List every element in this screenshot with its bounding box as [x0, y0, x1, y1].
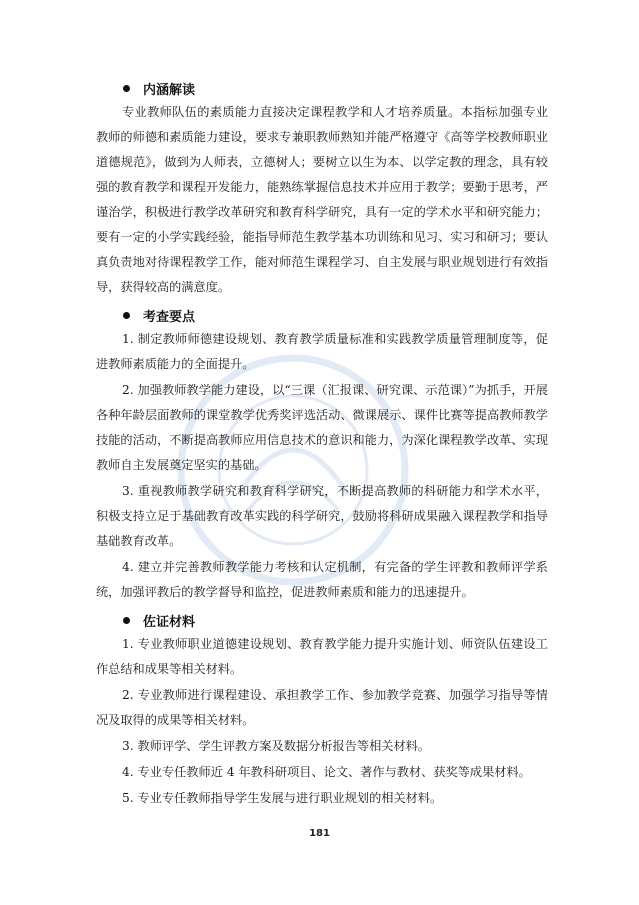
bullet-icon: [123, 312, 130, 319]
section-heading-text: 考查要点: [143, 309, 196, 325]
section-connotation: [96, 77, 548, 300]
paragraph: 专业教师队伍的素质能力直接决定课程教学和人才培养质量。本指标加强专业教师的师德和素质能力建设，要求专兼职教师熟知并能严格遵守《高等学校教师职业道德规范》，做到为人师表，立德树人；要树立以生为本、以学定教的理念，具有较强的教育教学和课程开发能力，能熟练掌握信息技术并应用于教学；要勤于思考，严谨治学，积极进行教学改革研究和教育科学研究，具有一定的学术水平和研究能力；要有一定的小学实践经验，能指导师范生教学基本功训练和见习、实习和研习；要认真负责地对待课程教学工作，能对师范生课程学习、自主发展与职业规划进行有效指导，获得较高的满意度。: [96, 105, 548, 294]
list-item: 5. 专业专任教师指导学生发展与进行职业规划的相关材料。: [122, 791, 443, 805]
section-heading-text: 内涵解读: [143, 82, 196, 98]
list-item: 1. 专业教师职业道德建设规划、教育教学能力提升实施计划、师资队伍建设工作总结和成果等相关材料。: [96, 637, 548, 676]
section-heading-evidence: [123, 609, 548, 631]
section-heading-connotation: [123, 77, 548, 99]
list-item: 3. 重视教师教学研究和教育科学研究，不断提高教师的科研能力和学术水平，积极支持立足于基础教育改革实践的科学研究，鼓励将科研成果融入课程教学和指导基础教育改革。: [96, 484, 548, 548]
list-item: 2. 加强教师教学能力建设，以“三课（汇报课、研究课、示范课）”为抓手，开展各种年龄层面教师的课堂教学优秀奖评选活动、微课展示、课件比赛等提高教师教学技能的活动，不断提高教师应用信息技术的意识和能力，为深化课程教学改革、实现教师自主发展奠定坚实的基础。: [96, 383, 548, 472]
list-item: 4. 专业专任教师近 4 年教科研项目、论文、著作与教材、获奖等成果材料。: [122, 765, 531, 779]
list-item: 3. 教师评学、学生评教方案及数据分析报告等相关材料。: [122, 739, 431, 753]
list-item: 2. 专业教师进行课程建设、承担教学工作、参加教学竞赛、加强学习指导等情况及取得的成果等相关材料。: [96, 688, 548, 727]
bullet-icon: [123, 85, 130, 92]
list-item: 1. 制定教师师德建设规划、教育教学质量标准和实践教学质量管理制度等，促进教师素质能力的全面提升。: [96, 332, 548, 371]
bullet-icon: [123, 617, 130, 624]
section-evidence: [96, 609, 548, 811]
document-page: [96, 77, 548, 811]
list-item: 4. 建立并完善教师教学能力考核和认定机制，有完备的学生评教和教师评学系统，加强评教后的教学督导和监控，促进教师素质和能力的迅速提升。: [96, 560, 548, 599]
section-heading-text: 佐证材料: [143, 614, 196, 630]
section-heading-key-points: [123, 304, 548, 326]
page-number: 181: [309, 828, 330, 839]
section-key-points: [96, 304, 548, 605]
